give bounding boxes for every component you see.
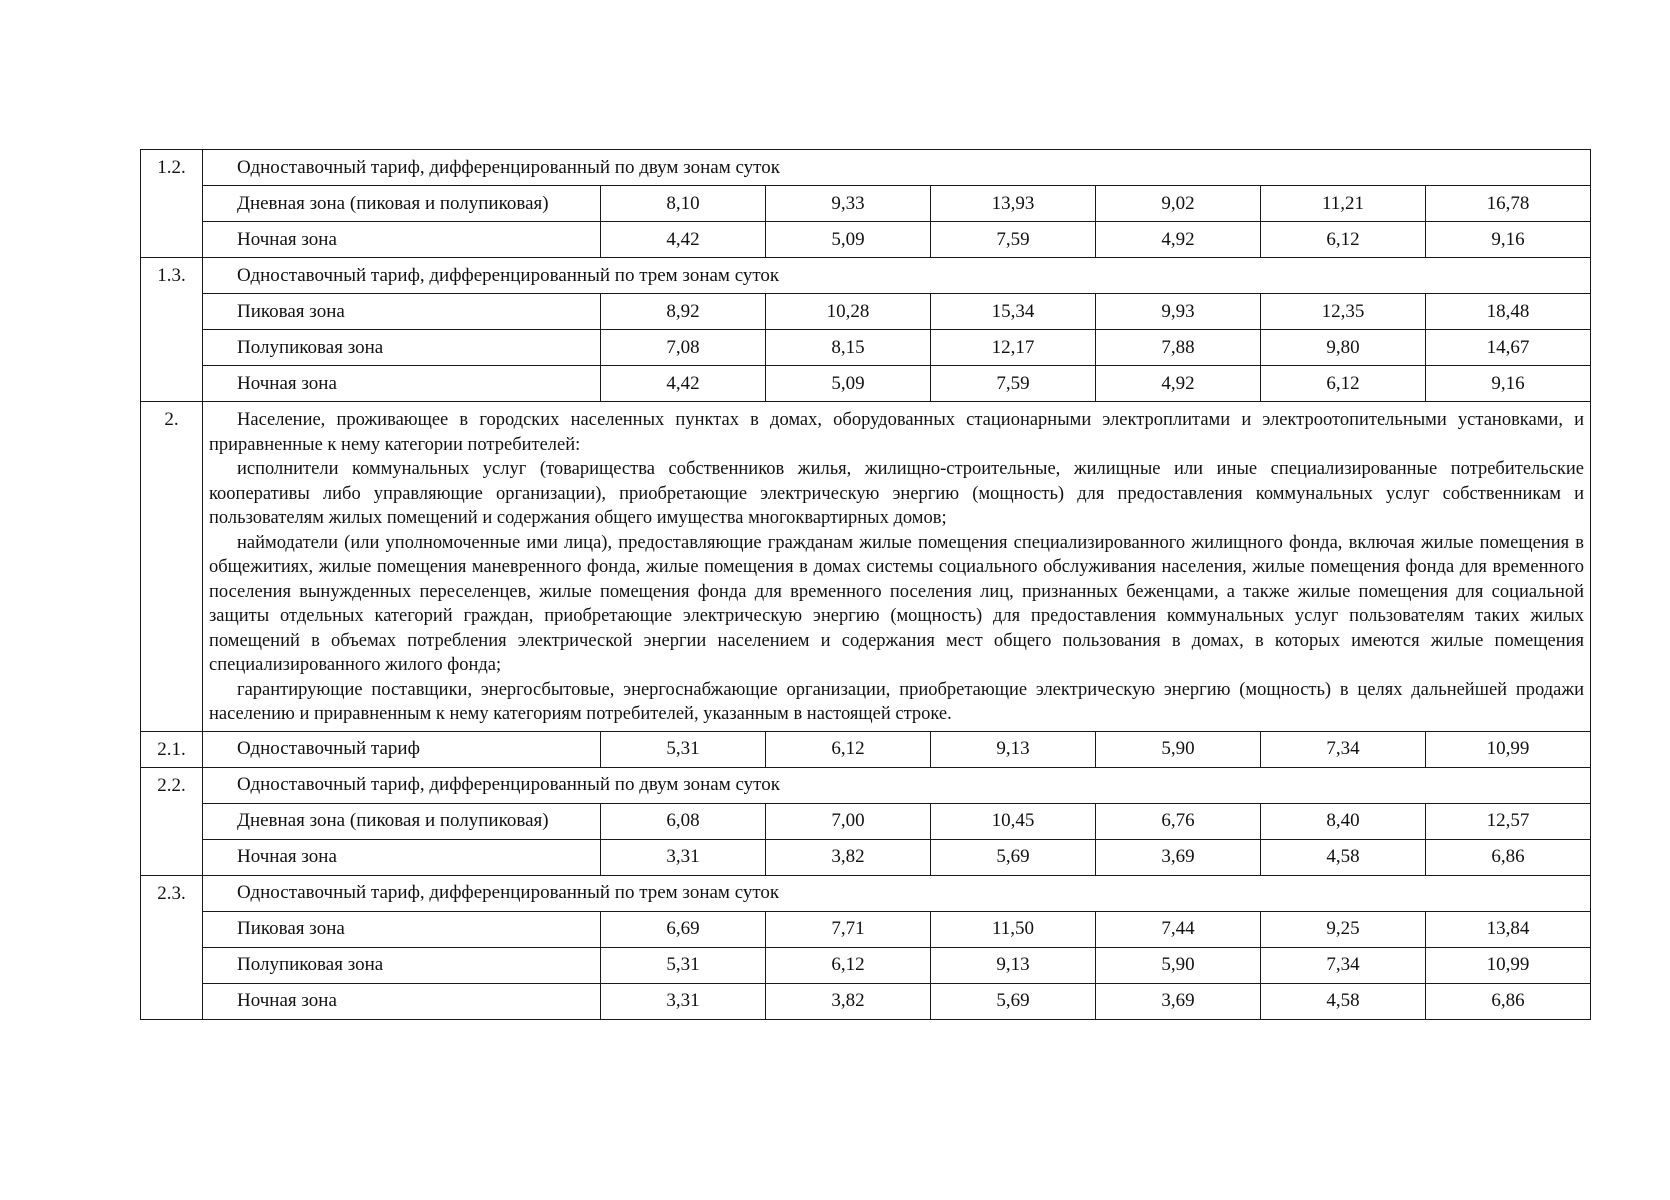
row-label: Ночная зона — [203, 983, 601, 1019]
section-header-row — [141, 150, 1591, 186]
table-row — [141, 294, 1591, 330]
value-cell: 5,31 — [601, 731, 766, 767]
value-cell: 13,93 — [931, 186, 1096, 222]
value-cell: 11,21 — [1261, 186, 1426, 222]
value-cell: 14,67 — [1426, 330, 1591, 366]
value-cell: 7,34 — [1261, 947, 1426, 983]
table-row — [141, 911, 1591, 947]
value-cell: 12,57 — [1426, 803, 1591, 839]
value-cell: 3,69 — [1096, 983, 1261, 1019]
value-cell: 4,58 — [1261, 839, 1426, 875]
table-row — [141, 947, 1591, 983]
table-row — [141, 366, 1591, 402]
row-label: Дневная зона (пиковая и полупиковая) — [203, 803, 601, 839]
value-cell: 6,12 — [1261, 222, 1426, 258]
value-cell: 9,25 — [1261, 911, 1426, 947]
value-cell: 8,10 — [601, 186, 766, 222]
value-cell: 11,50 — [931, 911, 1096, 947]
value-cell: 9,93 — [1096, 294, 1261, 330]
value-cell: 3,31 — [601, 839, 766, 875]
table-row — [141, 803, 1591, 839]
value-cell: 10,28 — [766, 294, 931, 330]
value-cell: 5,90 — [1096, 947, 1261, 983]
value-cell: 9,80 — [1261, 330, 1426, 366]
section-number: 2. — [141, 402, 203, 732]
value-cell: 6,12 — [766, 947, 931, 983]
row-label: Дневная зона (пиковая и полупиковая) — [203, 186, 601, 222]
value-cell: 3,82 — [766, 983, 931, 1019]
row-label: Полупиковая зона — [203, 330, 601, 366]
value-cell: 5,90 — [1096, 731, 1261, 767]
description-paragraph: наймодатели (или уполномоченные ими лица), предоставляющие гражданам жилые помещения специализированного жилищного фонда, включая жилые помещения в общежитиях, жилые помещения маневренного фонда, жилые помещения в домах системы социального обслуживания населения, жилые помещения фонда для временного поселения вынужденных переселенцев, жилые помещения фонда для временного поселения лиц, признанных беженцами, а также жилые помещения для социальной защиты отдельных категорий граждан, приобретающие электрическую энергию (мощность) для предоставления коммунальных услуг пользователям таких жилых помещений в объемах потребления электрической энергии населением и содержания мест общего пользования в домах, в которых имеются жилые помещения специализированного жилого фонда; — [209, 532, 1585, 675]
value-cell: 8,15 — [766, 330, 931, 366]
value-cell: 4,42 — [601, 366, 766, 402]
value-cell: 8,92 — [601, 294, 766, 330]
value-cell: 7,44 — [1096, 911, 1261, 947]
section-number: 1.2. — [141, 150, 203, 258]
row-label: Ночная зона — [203, 839, 601, 875]
value-cell: 9,13 — [931, 947, 1096, 983]
value-cell: 10,99 — [1426, 947, 1591, 983]
value-cell: 7,59 — [931, 222, 1096, 258]
tariff-table — [140, 149, 1591, 1020]
description-paragraph: Население, проживающее в городских населенных пунктах в домах, оборудованных стационарными электроплитами и электроотопительными установками, и приравненные к нему категории потребителей: — [209, 410, 1585, 455]
value-cell: 5,31 — [601, 947, 766, 983]
value-cell: 13,84 — [1426, 911, 1591, 947]
table-row — [141, 330, 1591, 366]
row-label: Одноставочный тариф — [203, 731, 601, 767]
table-row — [141, 839, 1591, 875]
table-row — [141, 186, 1591, 222]
row-label: Пиковая зона — [203, 294, 601, 330]
section-title: Одноставочный тариф, дифференцированный по двум зонам суток — [203, 150, 1591, 186]
value-cell: 12,17 — [931, 330, 1096, 366]
row-label: Полупиковая зона — [203, 947, 601, 983]
row-label: Ночная зона — [203, 366, 601, 402]
value-cell: 3,82 — [766, 839, 931, 875]
row-label: Пиковая зона — [203, 911, 601, 947]
section-title: Одноставочный тариф, дифференцированный по двум зонам суток — [203, 767, 1591, 803]
value-cell: 6,69 — [601, 911, 766, 947]
value-cell: 5,09 — [766, 366, 931, 402]
category-description-row — [141, 402, 1591, 732]
value-cell: 18,48 — [1426, 294, 1591, 330]
value-cell: 6,12 — [766, 731, 931, 767]
value-cell: 3,31 — [601, 983, 766, 1019]
value-cell: 6,08 — [601, 803, 766, 839]
description-paragraph: гарантирующие поставщики, энергосбытовые, энергоснабжающие организации, приобретающие электрическую энергию (мощность) в целях дальнейшей продажи населению и приравненным к нему категориям потребителей, указанным в настоящей строке. — [209, 679, 1585, 724]
value-cell: 6,86 — [1426, 839, 1591, 875]
value-cell: 10,45 — [931, 803, 1096, 839]
value-cell: 10,99 — [1426, 731, 1591, 767]
table-row — [141, 731, 1591, 767]
table-row — [141, 983, 1591, 1019]
value-cell: 4,92 — [1096, 366, 1261, 402]
value-cell: 7,71 — [766, 911, 931, 947]
value-cell: 9,33 — [766, 186, 931, 222]
value-cell: 4,58 — [1261, 983, 1426, 1019]
section-number: 2.2. — [141, 767, 203, 875]
value-cell: 9,16 — [1426, 222, 1591, 258]
value-cell: 16,78 — [1426, 186, 1591, 222]
row-label: Ночная зона — [203, 222, 601, 258]
value-cell: 4,92 — [1096, 222, 1261, 258]
value-cell: 7,08 — [601, 330, 766, 366]
value-cell: 9,16 — [1426, 366, 1591, 402]
value-cell: 12,35 — [1261, 294, 1426, 330]
category-description — [203, 402, 1591, 732]
section-title: Одноставочный тариф, дифференцированный по трем зонам суток — [203, 875, 1591, 911]
section-header-row — [141, 258, 1591, 294]
section-header-row — [141, 875, 1591, 911]
value-cell: 6,86 — [1426, 983, 1591, 1019]
table-row — [141, 222, 1591, 258]
value-cell: 6,12 — [1261, 366, 1426, 402]
value-cell: 9,02 — [1096, 186, 1261, 222]
value-cell: 7,34 — [1261, 731, 1426, 767]
value-cell: 9,13 — [931, 731, 1096, 767]
value-cell: 6,76 — [1096, 803, 1261, 839]
section-title: Одноставочный тариф, дифференцированный по трем зонам суток — [203, 258, 1591, 294]
value-cell: 4,42 — [601, 222, 766, 258]
value-cell: 7,00 — [766, 803, 931, 839]
value-cell: 8,40 — [1261, 803, 1426, 839]
description-paragraph: исполнители коммунальных услуг (товарищества собственников жилья, жилищно-строительные, жилищные или иные специализированные потребительские кооперативы либо управляющие организации), приобретающие электрическую энергию (мощность) для предоставления коммунальных услуг собственникам и пользователям жилых помещений и содержания общего имущества многоквартирных домов; — [209, 459, 1585, 528]
section-number: 2.3. — [141, 875, 203, 1019]
value-cell: 15,34 — [931, 294, 1096, 330]
section-header-row — [141, 767, 1591, 803]
value-cell: 5,69 — [931, 839, 1096, 875]
value-cell: 5,09 — [766, 222, 931, 258]
value-cell: 7,88 — [1096, 330, 1261, 366]
value-cell: 5,69 — [931, 983, 1096, 1019]
value-cell: 3,69 — [1096, 839, 1261, 875]
section-number: 2.1. — [141, 731, 203, 767]
section-number: 1.3. — [141, 258, 203, 402]
value-cell: 7,59 — [931, 366, 1096, 402]
